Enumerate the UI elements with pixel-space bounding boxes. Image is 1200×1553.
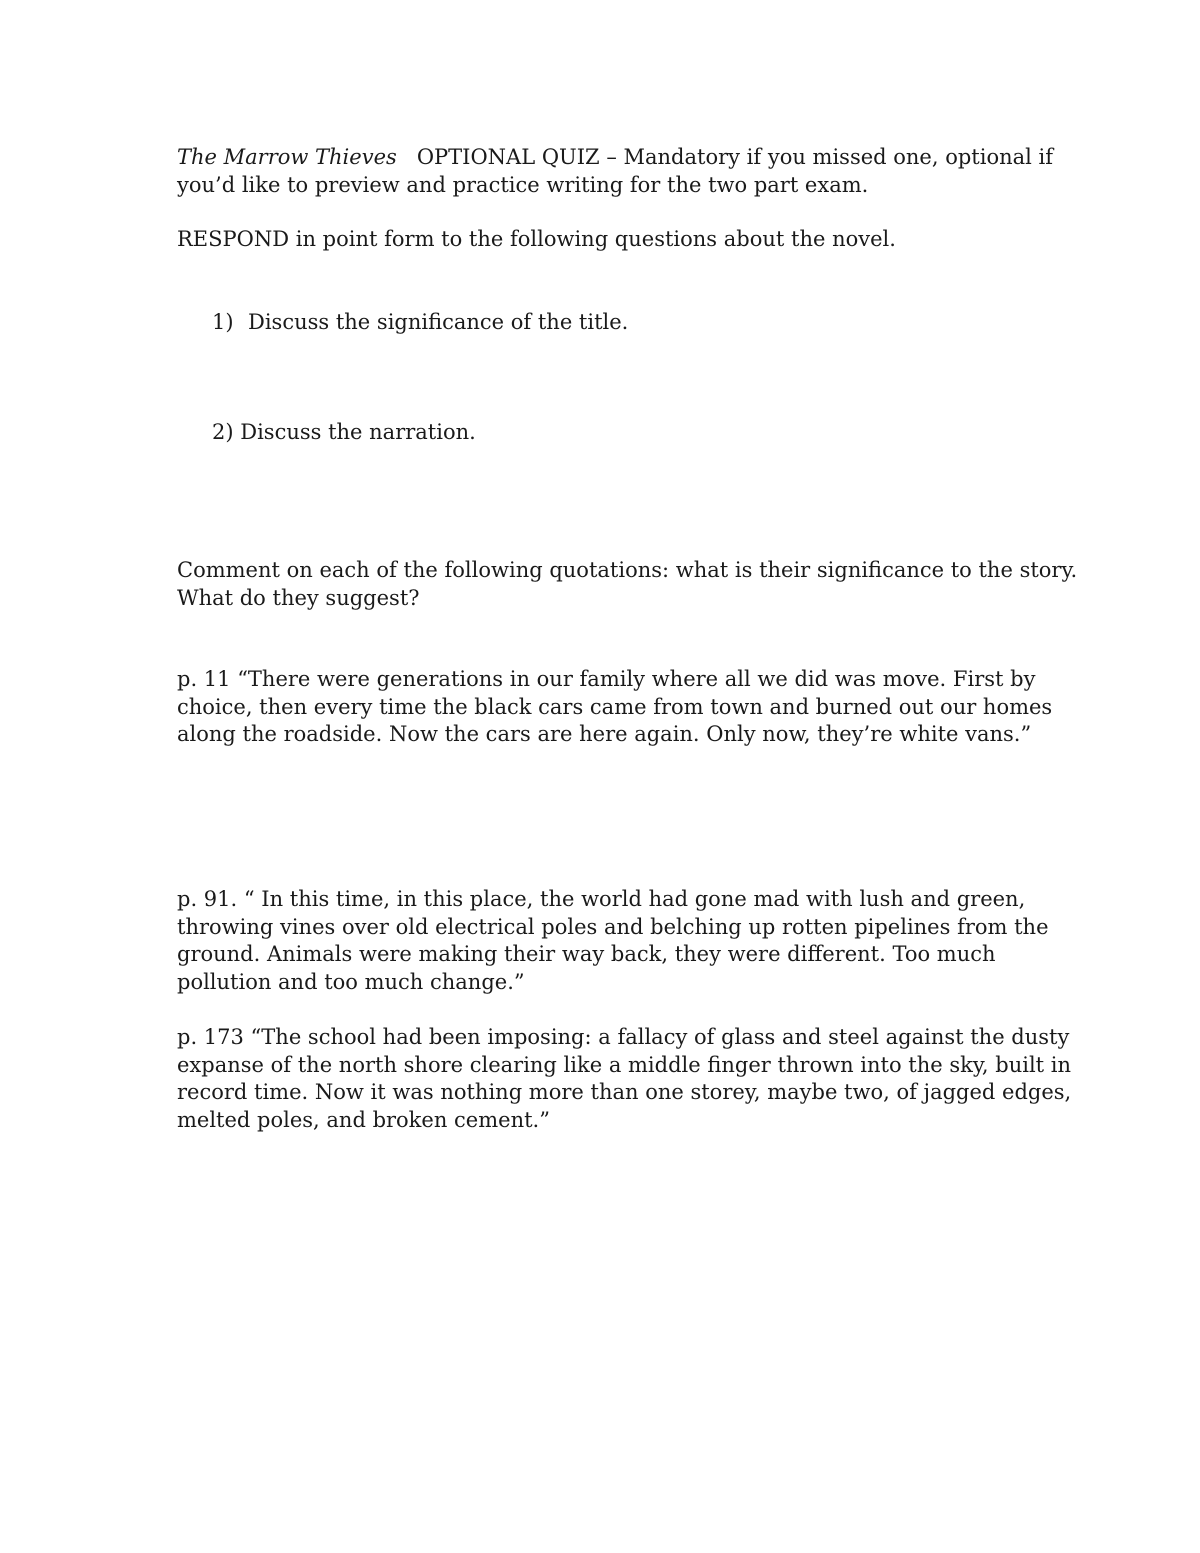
quote-line: pollution and too much change.” [177,969,525,994]
quotation-block [177,886,1049,996]
question-text: Discuss the significance of the title. [248,310,629,334]
quote-line: throwing vines over old electrical poles and belching up rotten pipelines from the [177,914,1049,939]
question-item [212,419,1072,447]
quote-line: p. 11 “There were generations in our family where all we did was move. First by [177,667,1036,691]
respond-instruction [177,226,1037,254]
question-number: 1) [212,310,234,334]
quiz-heading: OPTIONAL QUIZ – Mandatory if you missed one, optional if [416,145,1054,169]
question-text: Discuss the narration. [240,420,476,444]
quote-line: along the roadside. Now the cars are here again. Only now, they’re white vans.” [177,722,1032,746]
quote-line: p. 173 “The school had been imposing: a fallacy of glass and steel against the dusty [177,1025,1070,1049]
instruction-text: RESPOND in point form to the following questions about the novel. [177,227,896,251]
quote-instructions-line-2: What do they suggest? [177,585,420,610]
quote-line: expanse of the north shore clearing like a middle finger thrown into the sky, built in [177,1052,1072,1077]
quotation-block [177,666,1053,749]
book-title: The Marrow Thieves [177,145,397,169]
quote-instructions [177,557,1078,612]
quiz-header [177,144,1054,199]
quote-instructions-line-1: Comment on each of the following quotations: what is their significance to the story. [177,558,1078,582]
question-item [212,309,1072,337]
quote-line: ground. Animals were making their way back, they were different. Too much [177,942,996,966]
header-line-1 [177,144,1054,172]
quote-line: melted poles, and broken cement.” [177,1107,550,1132]
quotation-block [177,1024,1072,1134]
quote-line: p. 91. “ In this time, in this place, the world had gone mad with lush and green, [177,887,1026,911]
question-number: 2) [212,420,234,444]
header-line-2: you’d like to preview and practice writing for the two part exam. [177,172,869,197]
quote-line: record time. Now it was nothing more than one storey, maybe two, of jagged edges, [177,1080,1072,1104]
quote-line: choice, then every time the black cars came from town and burned out our homes [177,694,1053,719]
